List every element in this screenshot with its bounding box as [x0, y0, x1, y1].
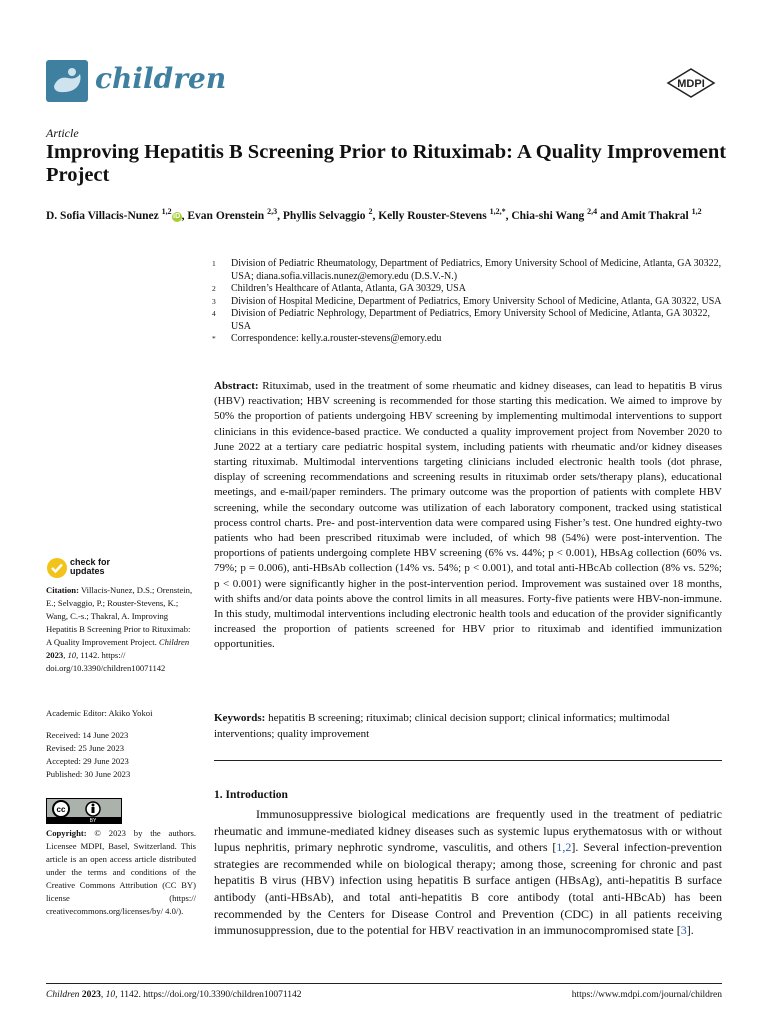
cc-label: cc: [56, 805, 66, 814]
correspondence: * Correspondence: kelly.a.rouster-stevens@emory.edu: [212, 333, 442, 344]
publication-dates: Received: 14 June 2023 Revised: 25 June 2023 Accepted: 29 June 2023 Published: 30 June 2023: [46, 730, 131, 779]
abstract: [214, 379, 722, 653]
affiliation-item: 1 Division of Pediatric Rheumatology, Department of Pediatrics, Emory University School of Medicine, Atlanta, GA 30322, USA; diana.sofia.villacis.nunez@emory.edu (D.S.V.-N.): [212, 258, 722, 282]
author-name: Phyllis Selvaggio: [282, 209, 366, 222]
cc-by-license-badge[interactable]: [46, 798, 122, 824]
orcid-icon[interactable]: iD: [173, 212, 181, 220]
introduction-body: [214, 806, 722, 939]
journal-name: children: [95, 62, 227, 95]
author-list: D. Sofia Villacis-Nunez $^{1,2}$iD , Evan Orenstein $^{2,3}$, Phyllis Selvaggio $^2$, Kelly Rouster-Stevens $^{1,2,*}$, Chia-shi Wang $^{2,4}$ and Amit Thakral $^{1,2}$: [46, 207, 702, 222]
check-for-updates-icon[interactable]: [46, 557, 68, 579]
keywords-label: Keywords:: [214, 712, 266, 724]
journal-logo-icon: [46, 60, 88, 102]
keywords: [214, 711, 722, 742]
footer-journal-url[interactable]: https://www.mdpi.com/journal/children: [571, 990, 722, 1000]
reference-link[interactable]: 1,2: [556, 840, 572, 855]
keywords-text: hepatitis B screening; rituximab; clinical decision support; clinical informatics; multimodal interventions; quality improvement: [214, 712, 670, 740]
author-name: Evan Orenstein: [187, 209, 265, 222]
article-type: Article: [46, 126, 79, 140]
reference-link[interactable]: 3: [680, 923, 687, 938]
citation: Citation: Villacis-Nunez, D.S.; Orenstein, E.; Selvaggio, P.; Rouster-Stevens, K.; Wang, C.-s.; Thakral, A. Improving Hepatitis B Screening Prior to Rituximab: A Quality Improvement Project. Children 2023, 10, 1142. https:// doi.org/10.3390/children10071142: [46, 585, 193, 673]
affiliation-item: 3 Division of Hospital Medicine, Department of Pediatrics, Emory University School of Medicine, Atlanta, GA 30322, USA: [212, 295, 722, 307]
academic-editor: Academic Editor: Akiko Yokoi: [46, 708, 153, 718]
author-name: Amit Thakral: [620, 209, 689, 222]
affiliations: [212, 258, 732, 346]
divider: [214, 760, 722, 761]
abstract-text: Rituximab, used in the treatment of some rheumatic and kidney diseases, can lead to hepatitis B virus (HBV) reactivation; HBV screening is recommended for those starting this medication. We aimed to improve by 50% the proportion of patients undergoing HBV screening by implementing multimodal interventions to support clinicians in this evidence-based practice. We conducted a quality improvement project from November 2020 to June 2022 at a tertiary care pediatric hospital system, including patients with rheumatic and/or kidney diseases starting rituximab. Multimodal interventions targeting clinicians included electronic health tools (dot phrase, display of screening recommendations and screening results in rituximab order sets/therapy plans), educational meetings, and e-mail/paper reminders. The primary outcome was the proportion of patients with complete HBV screening, while the secondary outcome was utilization of each laboratory component, tracked using statistical process control charts. Pre- and post-intervention data were compared using Fisher’s test. One hundred eighty-two patients who had been prescribed rituximab were included, of which 98 (54%) were post-intervention. The proportions of patients undergoing complete HBV screening (6% vs. 44%; p < 0.001), HBsAg collection (60% vs. 79%; p = 0.006), anti-HBsAb collection (14% vs. 54%; p < 0.001), and total anti-HBcAb collection (8% vs. 52%; p < 0.001) were significantly higher in the post-intervention period. Improvement was sustained over 18 months, with shifts and/or data points above the control limits in all measures. Forty-five patients were HBV-non-immune. In this study, multimodal interventions including electronic health tools and education of the provider significantly increased the proportion of patients screened for HBV prior to rituximab and identified immunization opportunities.: [214, 380, 722, 651]
abstract-label: Abstract:: [214, 380, 259, 392]
affiliation-item: 4 Division of Pediatric Nephrology, Department of Pediatrics, Emory University School of Medicine, Atlanta, GA 30322, USA: [212, 308, 710, 332]
affiliation-item: 2 Children’s Healthcare of Atlanta, Atlanta, GA 30329, USA: [212, 283, 466, 294]
author-name: Kelly Rouster-Stevens: [378, 209, 487, 222]
article-title: Improving Hepatitis B Screening Prior to Rituximab: A Quality Improvement Project: [46, 141, 727, 186]
author-name: D. Sofia Villacis-Nunez: [46, 209, 159, 222]
footer-citation: Children 2023, 10, 1142. https://doi.org/10.3390/children10071142: [46, 990, 302, 1000]
mdpi-label: MDPI: [677, 78, 705, 90]
intro-paragraph: Immunosuppressive biological medications are frequently used in the treatment of pediatric rheumatic and immune-mediated kidney diseases such as systemic lupus erythematosus with or without lupus nephritis, primary nephrotic syndrome, vasculitis, and others [1,2]. Several infection-prevention strategies are recommended while on biological therapy; among those, screening for chronic and past hepatitis B virus (HBV) infection using hepatitis B surface antigen (HBsAg), anti-hepatitis B surface antibody (anti-HBsAb), and total anti-hepatitis B core antibody (total anti-HBcAb) has been recommended by the Centers for Disease Control and Prevention (CDC) in all patients receiving immunosuppression, due to the potential for HBV reactivation in an immunocompromised state [3].: [214, 807, 722, 938]
copyright: Copyright: © 2023 by the authors. Licensee MDPI, Basel, Switzerland. This article is an open access article distributed under the terms and conditions of the Creative Commons Attribution (CC BY) license (https:// creativecommons.org/licenses/by/ 4.0/).: [46, 828, 196, 916]
footer-divider: [46, 983, 722, 984]
section-heading: 1. Introduction: [214, 789, 288, 801]
mdpi-logo: [666, 68, 716, 98]
cc-by-label: BY: [89, 818, 97, 823]
author-name: Chia-shi Wang: [511, 209, 585, 222]
check-for-updates-label[interactable]: check for updates: [70, 557, 111, 576]
